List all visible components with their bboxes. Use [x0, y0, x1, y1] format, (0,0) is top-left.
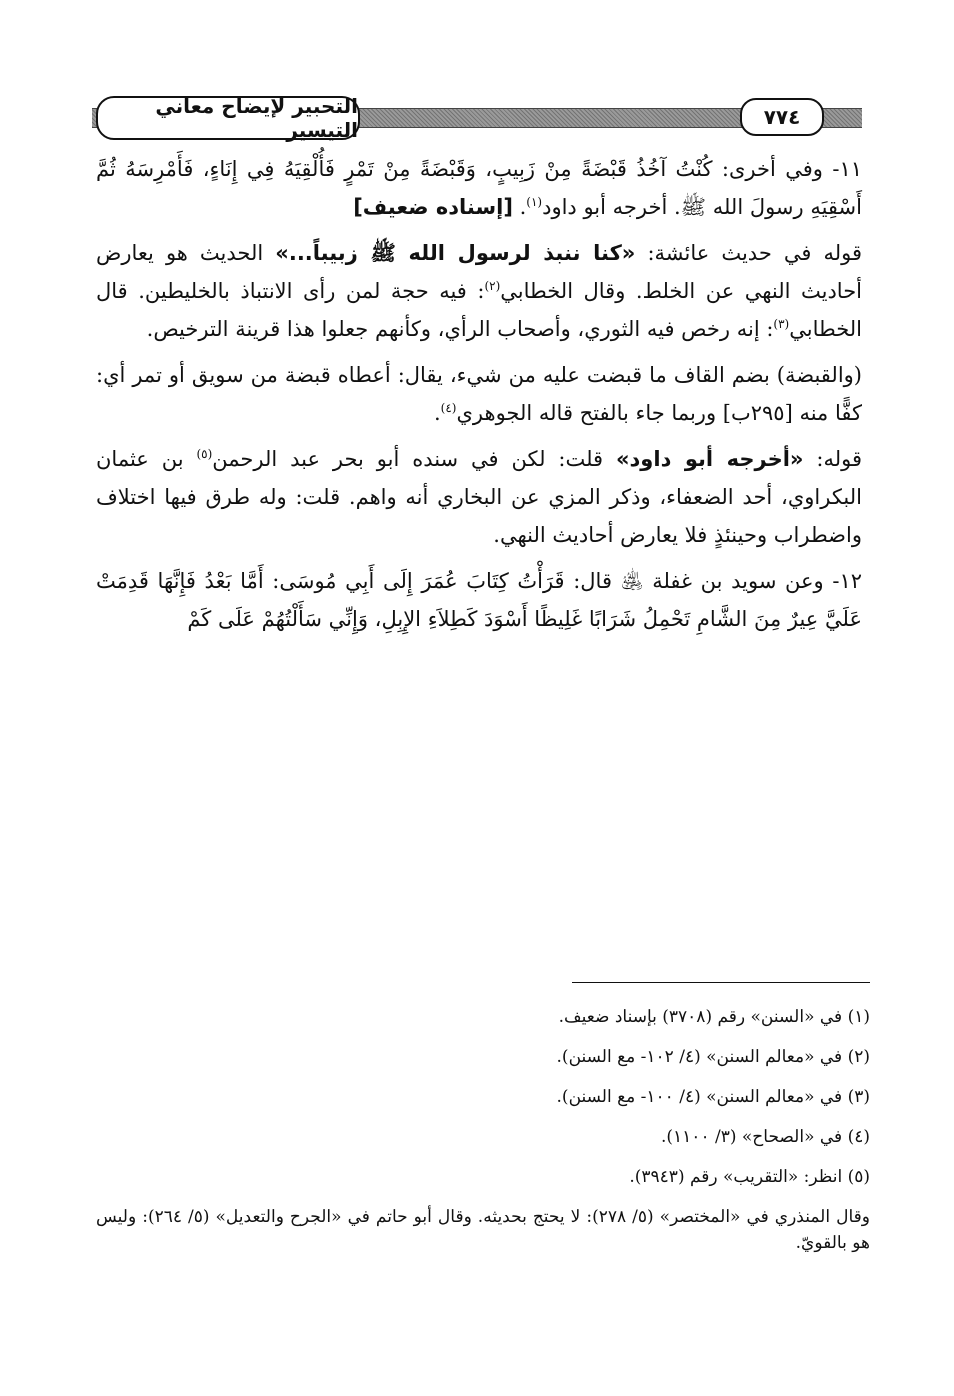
footnote-5-continuation: وقال المنذري في «المختصر» (٥/ ٢٧٨): لا يحتج بحديثه. وقال أبو حاتم في «الجرح والتعديل» (٥/ ٢٦٤): وليس هو بالقويّ.: [96, 1207, 870, 1253]
commentary-lead: قوله:: [803, 447, 863, 471]
hadith-text: وفي أخرى: كُنْتُ آخُذُ قَبْضَةً مِنْ زَبِيبٍ، وَقَبْضَةً مِنْ تَمْرٍ فَأُلْقِيَهُ فِي إِنَاءٍ، فَأَمْرِسَهُ ثُمَّ أَسْقِيَهِ رسولَ الله ﷺ. أخرجه أبو داود: [96, 157, 862, 219]
commentary-text: بن عثمان البكراوي، أحد الضعفاء، وذكر المزي عن البخاري أنه واهم. قلت: وله طرق فيها اختلاف واضطراب وحينئذٍ فلا يعارض أحاديث النهي.: [96, 447, 862, 547]
paragraph-commentary-aisha: [96, 234, 862, 348]
hadith-number: ١٢-: [823, 569, 862, 593]
page-header: [92, 96, 862, 146]
definition-text: (والقبضة) بضم القاف ما قبضت عليه من شيء، يقال: أعطاه قبضة من سويق أو تمر أي: كفًّا منه [٢٩٥ب] وربما جاء بالفتح قاله الجوهري: [96, 363, 862, 425]
footnote-ref[interactable]: (٢): [484, 279, 501, 293]
footnote-ref[interactable]: (٤): [440, 401, 457, 415]
book-title: التحبير لإيضاح معاني التيسير: [96, 96, 360, 140]
footnote-5: (٥) انظر: «التقريب» رقم (٣٩٤٣).: [629, 1167, 870, 1187]
footnotes: [96, 1004, 870, 1270]
footnote-ref[interactable]: (٣): [773, 317, 790, 331]
paragraph-qabda-definition: [96, 356, 862, 432]
paragraph-commentary-abu-dawud: [96, 440, 862, 554]
main-text: [96, 150, 862, 646]
quoted-phrase: «أخرجه أبو داود»: [615, 447, 804, 471]
footnote-3: (٣) في «معالم السنن» (٤/ ١٠٠- مع السنن).: [556, 1087, 870, 1107]
footnote-ref[interactable]: (٥): [196, 447, 213, 461]
page-number: ٧٧٤: [740, 98, 824, 136]
footnote-ref[interactable]: (١): [526, 195, 543, 209]
sentence-end: .: [512, 195, 527, 219]
commentary-lead: قوله في حديث عائشة:: [635, 241, 863, 265]
footnote-4: (٤) في «الصحاح» (٣/ ١١٠٠).: [661, 1127, 870, 1147]
commentary-text: : فيه حجة لمن رأى الانتباذ بالخليطين. قال الخطابي: [96, 279, 862, 341]
commentary-text: قلت: لكن في سنده أبو بحر عبد الرحمن: [212, 447, 616, 471]
footnote-separator: [572, 982, 870, 983]
grade-label: [إسناده ضعيف]: [353, 195, 513, 219]
footnote-1: (١) في «السنن» رقم (٣٧٠٨) بإسناد ضعيف.: [558, 1007, 870, 1027]
commentary-text: : إنه رخص فيه الثوري، وأصحاب الرأي، وكأنهم جعلوا هذا قرينة الترخيص.: [146, 317, 774, 341]
quoted-hadith: «كنا ننبذ لرسول الله ﷺ زبيباً...»: [275, 241, 636, 265]
sentence-end: .: [433, 401, 441, 425]
paragraph-hadith-12: [96, 562, 862, 638]
hadith-number: ١١-: [822, 157, 863, 181]
hadith-text: وعن سويد بن غفلة ﵁ قال: قَرَأْتُ كِتَابَ عُمَرَ إِلَى أَبِي مُوسَى: أَمَّا بَعْدُ فَإِنَّهَا قَدِمَتْ عَلَيَّ عِيرٌ مِنَ الشَّامِ تَحْمِلُ شَرَابًا غَلِيظًا أَسْوَدَ كَطِلاَءِ الإِبِلِ، وَإِنِّي سَأَلْتُهُمْ عَلَى كَمْ: [96, 569, 862, 631]
footnote-2: (٢) في «معالم السنن» (٤/ ١٠٢- مع السنن).: [556, 1047, 870, 1067]
paragraph-hadith-11: [96, 150, 862, 226]
commentary-text: الحديث هو يعارض أحاديث النهي عن الخلط. وقال الخطابي: [96, 241, 863, 303]
